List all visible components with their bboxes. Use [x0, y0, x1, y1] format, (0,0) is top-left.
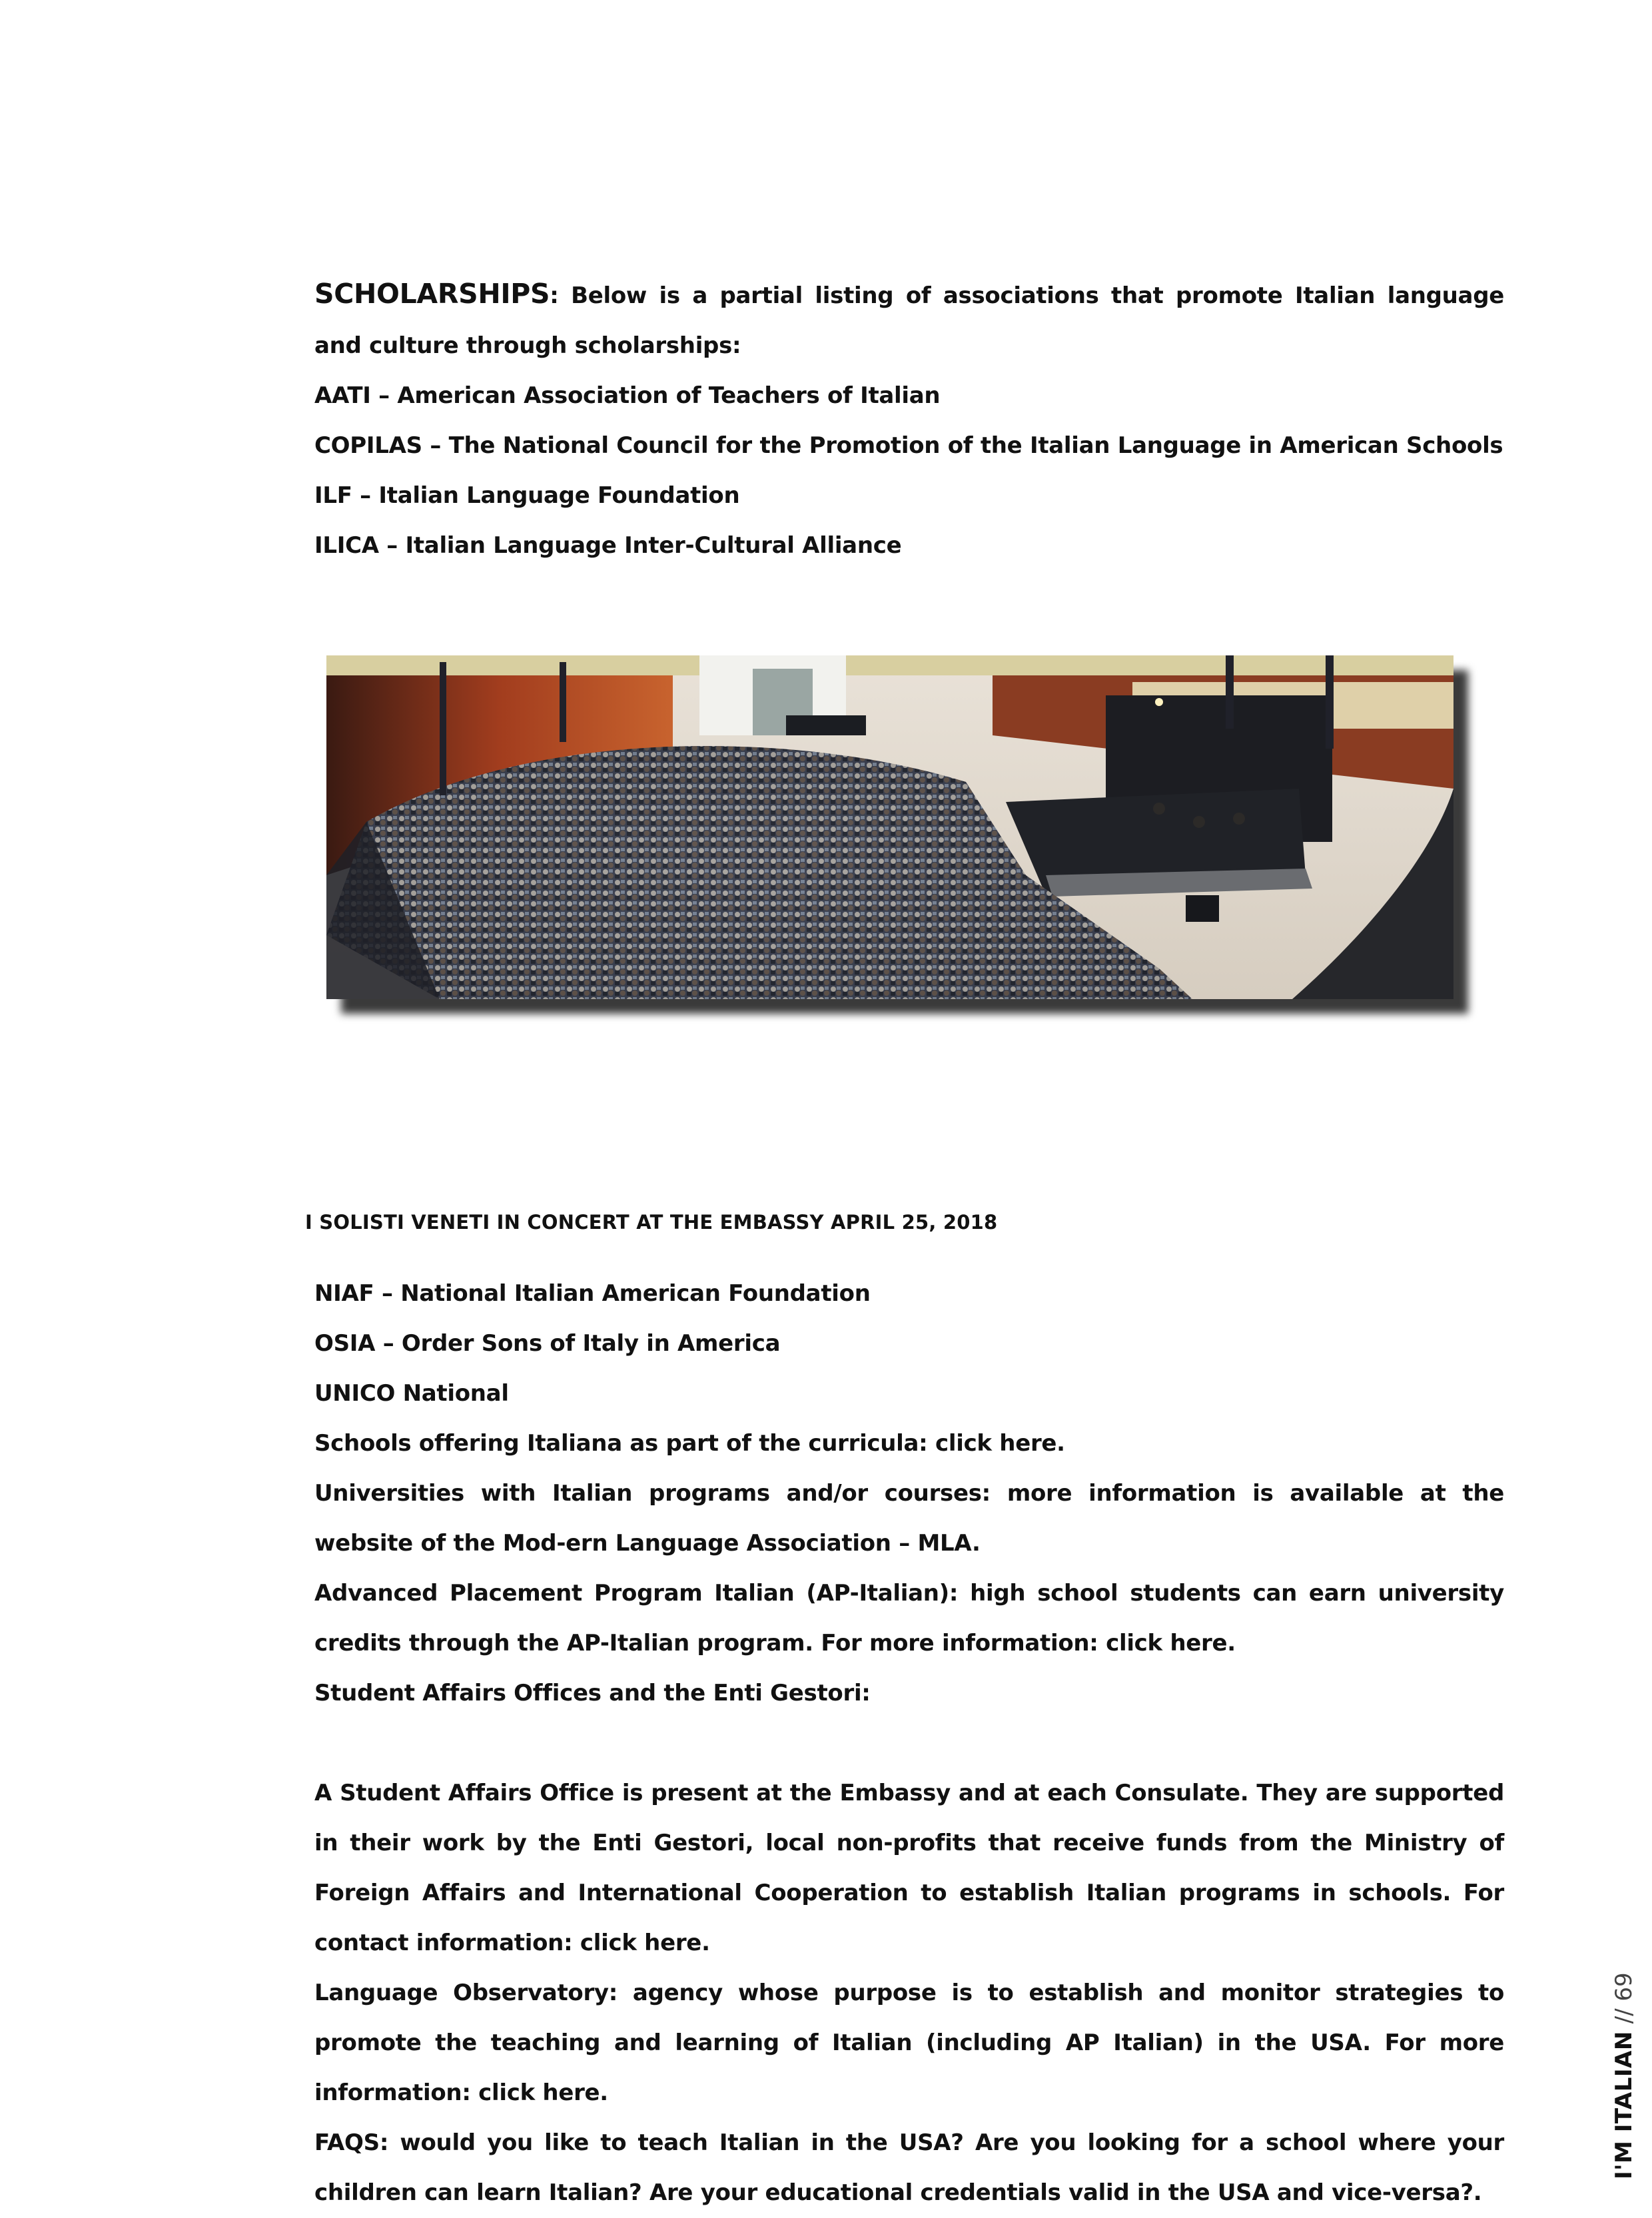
footer-separator: //	[1611, 2001, 1637, 2032]
scholarships-heading: SCHOLARSHIPS	[314, 278, 550, 310]
page-number: 69	[1611, 1972, 1637, 2002]
student-affairs-heading: Student Affairs Offices and the Enti Gestori:	[314, 1680, 871, 1706]
student-affairs-paragraph: A Student Affairs Office is present at the Embassy and at each Consulate. They are supported in their work by the Enti Gestori, local non-profits that receive funds from the Ministry of Foreign Affairs and International Cooperation to establish Italian programs in schools. For contact information: click here.	[314, 1780, 1504, 1956]
list-item-niaf: NIAF – National Italian American Foundation	[314, 1280, 871, 1307]
language-observatory-paragraph: Language Observatory: agency whose purpose is to establish and monitor strategies to promote the teaching and learning of Italian (including AP Italian) in the USA. For more information: click here.	[314, 1980, 1504, 2106]
schools-paragraph: Schools offering Italiana as part of the curricula: click here.	[314, 1430, 1065, 1457]
universities-paragraph: Universities with Italian programs and/or courses: more information is available at the website of the Mod-ern Language Association – MLA.	[314, 1480, 1504, 1557]
page-footer-vertical	[1611, 1900, 1652, 2179]
list-item-copilas: COPILAS – The National Council for the Promotion of the Italian Language in American Schools	[314, 432, 1503, 459]
list-item-aati: AATI – American Association of Teachers of Italian	[314, 382, 941, 409]
more-resources-section	[314, 1269, 1504, 2218]
magazine-brand: I'M ITALIAN	[1611, 2031, 1637, 2179]
ap-italian-paragraph: Advanced Placement Program Italian (AP-Italian): high school students can earn university credits through the AP-Italian program. For more information: click here.	[314, 1580, 1504, 1657]
list-item-osia: OSIA – Order Sons of Italy in America	[314, 1330, 781, 1357]
list-item-unico: UNICO National	[314, 1380, 509, 1407]
spacer	[314, 1718, 1504, 1768]
list-item-ilf: ILF – Italian Language Foundation	[314, 482, 740, 509]
scholarships-intro	[314, 269, 1504, 371]
page-footer-text	[1611, 1900, 1637, 2179]
list-item-ilica: ILICA – Italian Language Inter-Cultural Alliance	[314, 532, 902, 559]
faqs-paragraph: FAQS: would you like to teach Italian in the USA? Are you looking for a school where your children can learn Italian? Are your educational credentials valid in the USA and vice-versa?.	[314, 2129, 1504, 2206]
scholarships-intro-text: : Below is a partial listing of associations that promote Italian language and culture through scholarships:	[314, 282, 1504, 359]
concert-photo-frame	[326, 655, 1453, 999]
photo-caption: I SOLISTI VENETI IN CONCERT AT THE EMBASSY APRIL 25, 2018	[305, 1211, 998, 1234]
scholarships-section	[314, 269, 1504, 571]
concert-photo	[326, 655, 1453, 999]
